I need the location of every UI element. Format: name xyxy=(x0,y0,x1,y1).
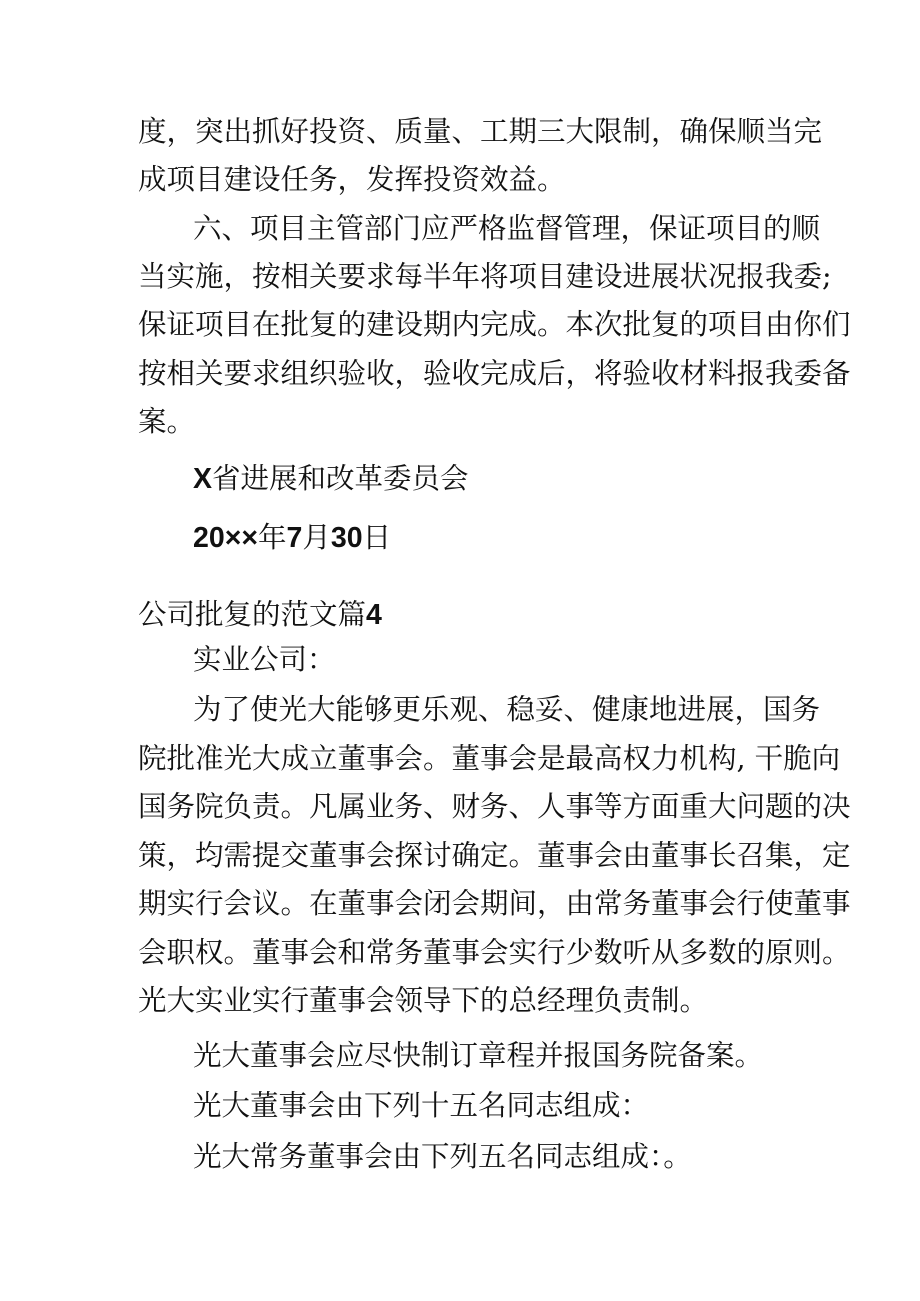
paragraph-line xyxy=(0,686,920,734)
section-title xyxy=(0,591,920,639)
date-month-char: 月 xyxy=(302,521,331,554)
date-month: 7 xyxy=(286,522,303,554)
paragraph-line xyxy=(0,832,920,880)
section-title-text: 公司批复的范文篇 xyxy=(138,598,367,631)
text-line: 会职权。董事会和常务董事会实行少数听从多数的原则。 xyxy=(138,936,851,969)
paragraph-line xyxy=(0,929,920,977)
paragraph-line xyxy=(0,108,920,156)
date-year-char: 年 xyxy=(258,521,287,554)
org-prefix: X xyxy=(193,463,213,495)
text-line: 六、项目主管部门应严格监督管理，保证项目的顺 xyxy=(193,212,821,245)
org-name: 省进展和改革委员会 xyxy=(212,462,469,495)
paragraph-line xyxy=(0,301,920,349)
text-line: 国务院负责。凡属业务、财务、人事等方面重大问题的决 xyxy=(138,790,851,823)
section-title-number: 4 xyxy=(366,599,382,631)
text-line: 度，突出抓好投资、质量、工期三大限制，确保顺当完 xyxy=(138,115,823,148)
date-year: 20×× xyxy=(193,522,258,554)
paragraph-line xyxy=(0,156,920,204)
paragraph-line xyxy=(0,880,920,928)
text-line: 为了使光大能够更乐观、稳妥、健康地进展，国务 xyxy=(193,693,821,726)
paragraph-line xyxy=(0,1032,920,1080)
text-line: 按相关要求组织验收，验收完成后，将验收材料报我委备 xyxy=(138,357,851,390)
addressee xyxy=(0,636,920,684)
paragraph-line xyxy=(0,735,920,783)
paragraph-line xyxy=(0,1133,920,1181)
text-line: 光大董事会应尽快制订章程并报国务院备案。 xyxy=(193,1039,764,1072)
text-line: 成项目建设任务，发挥投资效益。 xyxy=(138,163,566,196)
text-line: 案。 xyxy=(138,405,196,438)
text-line: 院批准光大成立董事会。董事会是最高权力机构, 干脆向 xyxy=(138,742,841,775)
paragraph-line xyxy=(0,783,920,831)
text-line: 光大常务董事会由下列五名同志组成：。 xyxy=(193,1140,692,1173)
addressee-text: 实业公司： xyxy=(193,643,336,676)
text-line: 期实行会议。在董事会闭会期间，由常务董事会行使董事 xyxy=(138,887,851,920)
signature-date xyxy=(0,514,920,562)
paragraph-line xyxy=(0,1082,920,1130)
paragraph-line xyxy=(0,398,920,446)
date-day: 30 xyxy=(330,522,363,554)
text-line: 当实施，按相关要求每半年将项目建设进展状况报我委; xyxy=(138,260,832,293)
text-line: 光大董事会由下列十五名同志组成： xyxy=(193,1089,650,1122)
text-line: 光大实业实行董事会领导下的总经理负责制。 xyxy=(138,984,709,1017)
text-line: 保证项目在批复的建设期内完成。本次批复的项目由你们 xyxy=(138,308,851,341)
text-line: 策，均需提交董事会探讨确定。董事会由董事长召集，定 xyxy=(138,839,851,872)
date-day-char: 日 xyxy=(362,521,392,554)
paragraph-line xyxy=(0,205,920,253)
paragraph-line xyxy=(0,253,920,301)
signature-organization xyxy=(0,455,920,503)
paragraph-line xyxy=(0,350,920,398)
paragraph-line xyxy=(0,977,920,1025)
